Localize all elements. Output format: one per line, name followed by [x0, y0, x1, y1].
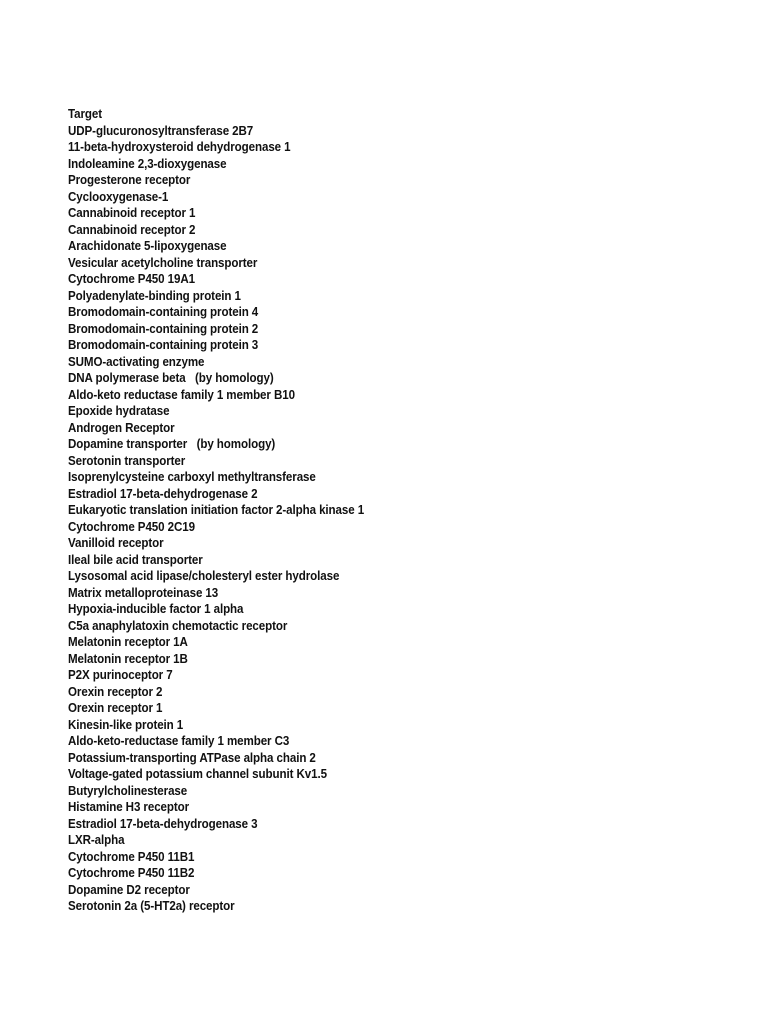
target-item: Serotonin 2a (5-HT2a) receptor — [68, 899, 235, 913]
target-item: Isoprenylcysteine carboxyl methyltransferase — [68, 470, 316, 484]
target-item: Cannabinoid receptor 1 — [68, 206, 196, 220]
target-item: Bromodomain-containing protein 2 — [68, 321, 259, 336]
target-item: Ileal bile acid transporter — [68, 552, 203, 567]
target-item: UDP-glucuronosyltransferase 2B7 — [68, 123, 254, 138]
target-item: C5a anaphylatoxin chemotactic receptor — [68, 618, 288, 633]
target-item: P2X purinoceptor 7 — [68, 668, 173, 682]
target-item: Progesterone receptor — [68, 173, 191, 187]
target-item: LXR-alpha — [68, 833, 125, 847]
target-item: DNA polymerase beta (by homology) — [68, 371, 274, 385]
target-rows — [68, 123, 748, 915]
target-item: Butyrylcholinesterase — [68, 783, 188, 798]
target-item: SUMO-activating enzyme — [68, 354, 205, 369]
target-item: Epoxide hydratase — [68, 404, 170, 418]
target-item: Potassium-transporting ATPase alpha chain 2 — [68, 750, 316, 765]
target-item: Estradiol 17-beta-dehydrogenase 3 — [68, 816, 258, 831]
target-item: Vanilloid receptor — [68, 536, 164, 550]
target-item: Serotonin transporter — [68, 453, 186, 468]
target-item: Dopamine D2 receptor — [68, 882, 190, 897]
target-item: Cytochrome P450 11B2 — [68, 866, 195, 880]
target-item: Kinesin-like protein 1 — [68, 717, 184, 732]
list-heading: Target — [68, 107, 103, 121]
target-item: Eukaryotic translation initiation factor 2-alpha kinase 1 — [68, 503, 365, 517]
target-item: Estradiol 17-beta-dehydrogenase 2 — [68, 486, 258, 501]
target-item: Melatonin receptor 1A — [68, 635, 188, 649]
target-item: Hypoxia-inducible factor 1 alpha — [68, 602, 244, 616]
target-item: Orexin receptor 2 — [68, 684, 163, 699]
target-item: Bromodomain-containing protein 3 — [68, 338, 259, 352]
target-item: Polyadenylate-binding protein 1 — [68, 288, 241, 303]
target-item: 11-beta-hydroxysteroid dehydrogenase 1 — [68, 140, 291, 154]
target-item: Cytochrome P450 11B1 — [68, 849, 195, 864]
target-item: Aldo-keto reductase family 1 member B10 — [68, 387, 295, 402]
target-item: Androgen Receptor — [68, 420, 175, 435]
target-item: Voltage-gated potassium channel subunit Kv1.5 — [68, 767, 327, 781]
target-item: Aldo-keto-reductase family 1 member C3 — [68, 734, 290, 748]
target-item: Cytochrome P450 19A1 — [68, 272, 195, 286]
target-item: Matrix metalloproteinase 13 — [68, 585, 219, 600]
target-item: Cytochrome P450 2C19 — [68, 519, 195, 534]
target-item: Histamine H3 receptor — [68, 800, 190, 814]
target-item: Cyclooxygenase-1 — [68, 189, 169, 204]
target-item: Vesicular acetylcholine transporter — [68, 255, 258, 270]
target-item: Bromodomain-containing protein 4 — [68, 305, 259, 319]
target-item: Melatonin receptor 1B — [68, 651, 188, 666]
target-item: Arachidonate 5-lipoxygenase — [68, 239, 227, 253]
target-item: Cannabinoid receptor 2 — [68, 222, 196, 237]
target-item: Lysosomal acid lipase/cholesteryl ester hydrolase — [68, 569, 340, 583]
target-item: Orexin receptor 1 — [68, 701, 163, 715]
target-item: Indoleamine 2,3-dioxygenase — [68, 156, 227, 171]
target-list — [68, 106, 748, 915]
target-item: Dopamine transporter (by homology) — [68, 437, 276, 451]
